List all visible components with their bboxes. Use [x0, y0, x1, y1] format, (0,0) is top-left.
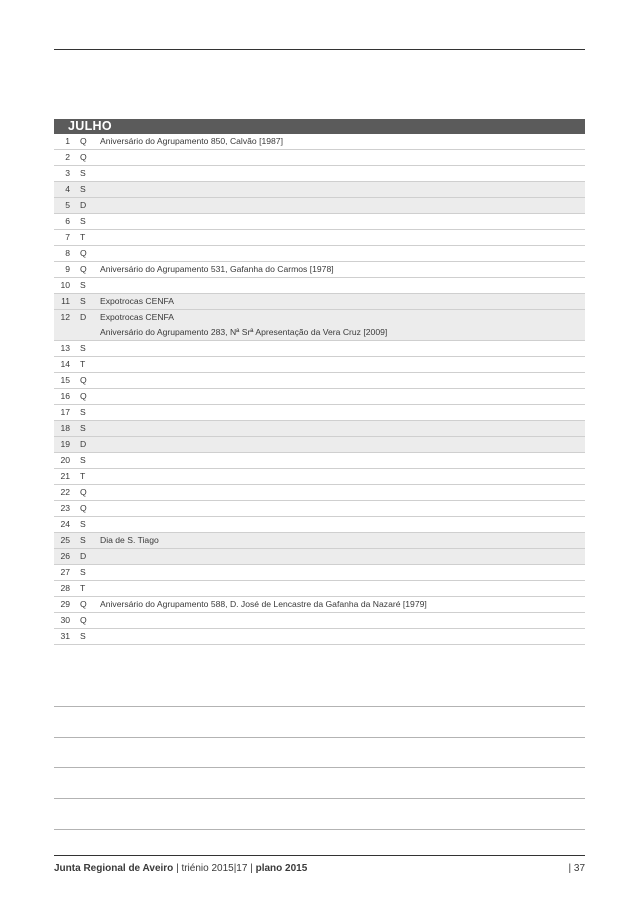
day-rows — [54, 134, 585, 645]
event-text: Expotrocas CENFA — [100, 312, 175, 322]
note-line — [54, 798, 585, 799]
day-number: 14 — [60, 359, 70, 369]
day-number: 4 — [65, 184, 70, 194]
day-row — [54, 166, 585, 182]
weekday-letter: S — [80, 216, 86, 226]
day-number: 10 — [60, 280, 70, 290]
weekday-letter: Q — [80, 599, 87, 609]
day-events — [92, 453, 585, 468]
day-row — [54, 389, 585, 405]
day-row — [54, 405, 585, 421]
weekday-letter: D — [80, 439, 87, 449]
footer-left — [54, 863, 307, 874]
weekday-letter: S — [80, 184, 86, 194]
event-text: Expotrocas CENFA — [100, 296, 175, 306]
day-number: 29 — [60, 599, 70, 609]
day-events — [92, 373, 585, 388]
day-number: 30 — [60, 615, 70, 625]
day-number: 8 — [65, 248, 70, 258]
weekday-letter: T — [80, 471, 86, 481]
day-row — [54, 182, 585, 198]
weekday-letter: Q — [80, 248, 87, 258]
day-number: 13 — [60, 343, 70, 353]
day-row — [54, 341, 585, 357]
day-events — [92, 565, 585, 580]
day-events — [92, 389, 585, 404]
footer-org: Junta Regional de Aveiro — [54, 863, 174, 874]
weekday-letter: T — [80, 359, 86, 369]
day-events — [92, 597, 585, 612]
weekday-letter: S — [80, 296, 86, 306]
day-number: 17 — [60, 407, 70, 417]
footer-rule — [54, 855, 585, 856]
day-events — [92, 469, 585, 484]
day-number: 5 — [65, 200, 70, 210]
day-events — [92, 629, 585, 644]
event-text: Aniversário do Agrupamento 588, D. José de Lencastre da Gafanha da Nazaré [1979] — [100, 599, 427, 609]
day-row — [54, 581, 585, 597]
day-number: 15 — [60, 375, 70, 385]
day-row — [54, 501, 585, 517]
day-events — [92, 421, 585, 436]
day-number: 25 — [60, 535, 70, 545]
day-row — [54, 453, 585, 469]
day-number: 26 — [60, 551, 70, 561]
day-row — [54, 565, 585, 581]
day-events — [92, 198, 585, 213]
day-number: 20 — [60, 455, 70, 465]
day-number: 19 — [60, 439, 70, 449]
weekday-letter: Q — [80, 375, 87, 385]
day-events — [92, 246, 585, 261]
day-row — [54, 629, 585, 645]
top-rule — [54, 49, 585, 50]
day-number: 24 — [60, 519, 70, 529]
day-row — [54, 198, 585, 214]
day-events — [92, 150, 585, 165]
day-number: 11 — [61, 296, 70, 306]
day-events — [92, 357, 585, 372]
note-line — [54, 706, 585, 707]
day-number: 3 — [65, 168, 70, 178]
day-events — [92, 437, 585, 452]
day-row — [54, 246, 585, 262]
weekday-letter: Q — [80, 615, 87, 625]
day-row — [54, 150, 585, 166]
weekday-letter: S — [80, 567, 86, 577]
day-row — [54, 613, 585, 629]
day-events — [92, 310, 585, 340]
day-row — [54, 421, 585, 437]
weekday-letter: Q — [80, 136, 87, 146]
weekday-letter: D — [80, 312, 87, 322]
day-number: 31 — [60, 631, 70, 641]
day-events — [92, 230, 585, 245]
day-number: 2 — [65, 152, 70, 162]
day-row — [54, 134, 585, 150]
footer — [54, 863, 585, 874]
weekday-letter: S — [80, 423, 86, 433]
footer-sep: | — [173, 863, 182, 874]
day-events — [92, 501, 585, 516]
day-number: 12 — [60, 312, 70, 322]
weekday-letter: S — [80, 535, 86, 545]
weekday-letter: S — [80, 455, 86, 465]
day-row — [54, 373, 585, 389]
day-events — [92, 581, 585, 596]
note-line — [54, 829, 585, 830]
day-row — [54, 549, 585, 565]
weekday-letter: D — [80, 200, 87, 210]
day-number: 16 — [60, 391, 70, 401]
day-events — [92, 485, 585, 500]
footer-plan: plano 2015 — [255, 863, 308, 874]
calendar-table — [54, 119, 585, 645]
day-number: 23 — [60, 503, 70, 513]
day-number: 1 — [65, 136, 70, 146]
weekday-letter: S — [80, 519, 86, 529]
weekday-letter: T — [80, 232, 86, 242]
day-events — [92, 262, 585, 277]
day-events — [92, 134, 585, 149]
day-events — [92, 214, 585, 229]
weekday-letter: Q — [80, 264, 87, 274]
weekday-letter: S — [80, 631, 86, 641]
event-text: Dia de S. Tiago — [100, 535, 159, 545]
weekday-letter: S — [80, 280, 86, 290]
weekday-letter: T — [80, 583, 86, 593]
day-number: 28 — [60, 583, 70, 593]
weekday-letter: S — [80, 407, 86, 417]
day-row — [54, 294, 585, 310]
day-number: 9 — [65, 264, 70, 274]
day-row — [54, 230, 585, 246]
month-header: JULHO — [54, 119, 585, 134]
weekday-letter: D — [80, 551, 87, 561]
day-events — [92, 517, 585, 532]
day-row — [54, 357, 585, 373]
footer-triennium: triénio 2015|17 — [181, 863, 248, 874]
day-row — [54, 597, 585, 613]
event-text: Aniversário do Agrupamento 531, Gafanha do Carmos [1978] — [100, 264, 334, 274]
day-number: 6 — [65, 216, 70, 226]
day-events — [92, 166, 585, 181]
day-row — [54, 437, 585, 453]
day-number: 27 — [60, 567, 70, 577]
event-text: Aniversário do Agrupamento 850, Calvão [1987] — [100, 136, 283, 146]
day-number: 18 — [60, 423, 70, 433]
note-line — [54, 737, 585, 738]
note-line — [54, 767, 585, 768]
day-number: 7 — [65, 232, 70, 242]
weekday-letter: S — [80, 168, 86, 178]
weekday-letter: Q — [80, 152, 87, 162]
day-events — [92, 549, 585, 564]
weekday-letter: Q — [80, 487, 87, 497]
day-row — [54, 485, 585, 501]
page-number: | 37 — [568, 863, 585, 874]
day-number: 21 — [60, 471, 70, 481]
day-events — [92, 533, 585, 548]
day-events — [92, 182, 585, 197]
day-events — [92, 341, 585, 356]
day-events — [92, 294, 585, 309]
day-events — [92, 613, 585, 628]
day-row — [54, 469, 585, 485]
event-text: Aniversário do Agrupamento 283, Nª Srª Apresentação da Vera Cruz [2009] — [100, 327, 388, 337]
day-row — [54, 517, 585, 533]
day-row — [54, 214, 585, 230]
day-row — [54, 533, 585, 549]
day-number: 22 — [60, 487, 70, 497]
day-events — [92, 278, 585, 293]
day-row — [54, 278, 585, 294]
day-row — [54, 262, 585, 278]
weekday-letter: Q — [80, 391, 87, 401]
day-row — [54, 310, 585, 341]
weekday-letter: S — [80, 343, 86, 353]
weekday-letter: Q — [80, 503, 87, 513]
day-events — [92, 405, 585, 420]
footer-sep: | — [247, 863, 256, 874]
